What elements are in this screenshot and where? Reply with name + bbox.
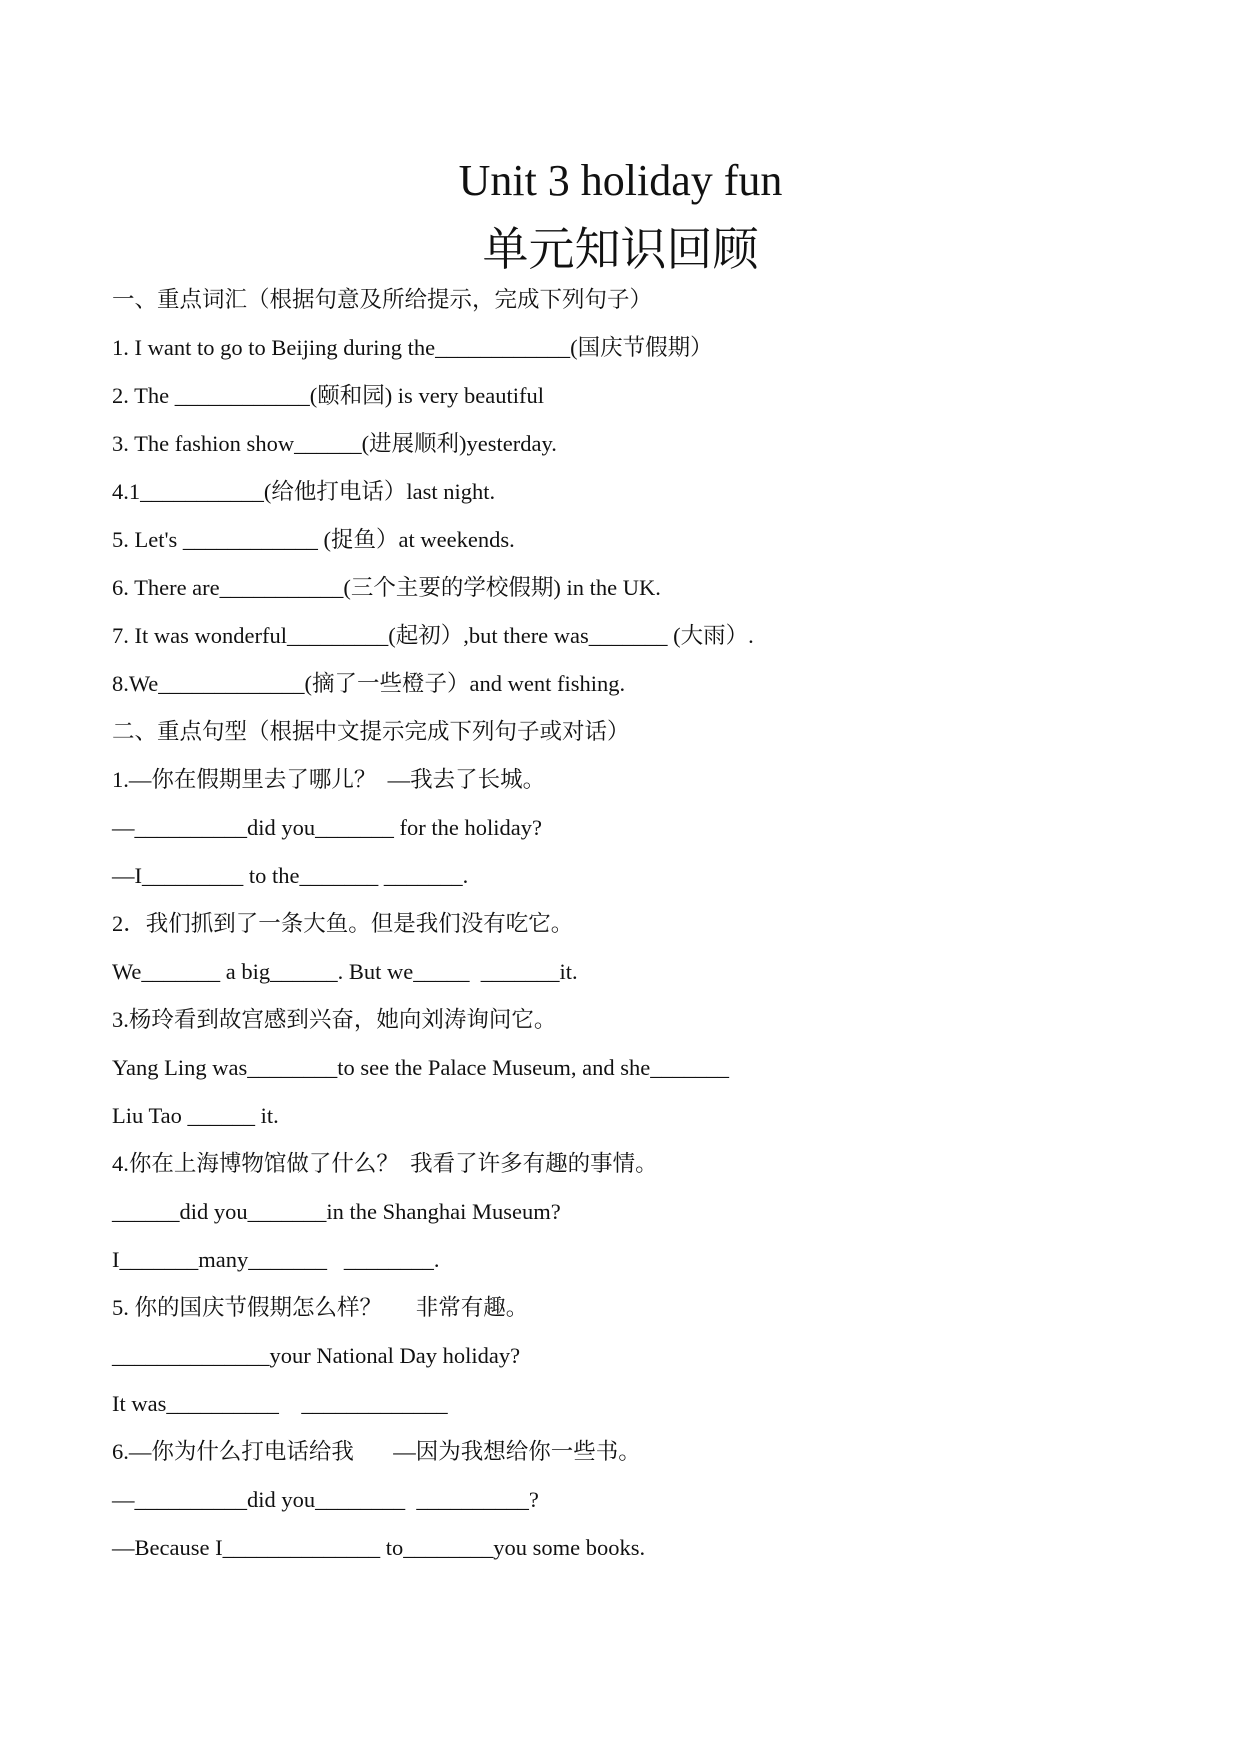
sentence-line: 6.—你为什么打电话给我 —因为我想给你一些书。 [112, 1439, 641, 1464]
sentence-line: It was__________ _____________ [112, 1391, 448, 1416]
page-subtitle: 单元知识回顾 [482, 224, 759, 275]
vocab-item-5: 5. Let's ____________ (捉鱼）at weekends. [112, 527, 515, 552]
vocab-item-3: 3. The fashion show______(进展顺利)yesterday. [112, 431, 557, 456]
sentence-line: —__________did you________ __________? [112, 1487, 539, 1512]
sentence-line: 1.—你在假期里去了哪儿？ —我去了长城。 [112, 767, 546, 792]
vocab-item-7: 7. It was wonderful_________(起初）,but there was_______ (大雨）. [112, 623, 754, 648]
sentence-line: 4.你在上海博物馆做了什么？ 我看了许多有趣的事情。 [112, 1151, 658, 1176]
sentence-line: We_______ a big______. But we_____ _______it. [112, 959, 578, 984]
vocab-item-1: 1. I want to go to Beijing during the____________(国庆节假期） [112, 335, 713, 360]
section1-heading: 一、重点词汇（根据句意及所给提示，完成下列句子） [112, 287, 653, 312]
vocab-item-6: 6. There are___________(三个主要的学校假期) in the UK. [112, 575, 661, 600]
sentence-line: Yang Ling was________to see the Palace Museum, and she_______ [112, 1055, 730, 1080]
page-title: Unit 3 holiday fun [458, 156, 783, 205]
sentence-line: 5. 你的国庆节假期怎么样？ 非常有趣。 [112, 1295, 529, 1320]
sentence-line: Liu Tao ______ it. [112, 1103, 279, 1128]
vocab-item-4: 4.1___________(给他打电话）last night. [112, 479, 496, 504]
sentence-line: ______did you_______in the Shanghai Museum? [112, 1199, 561, 1224]
sentence-line: 2．我们抓到了一条大鱼。但是我们没有吃它。 [112, 911, 574, 936]
sentence-line: 3.杨玲看到故宫感到兴奋，她向刘涛询问它。 [112, 1007, 557, 1032]
sentence-line: ______________your National Day holiday? [112, 1343, 521, 1368]
section2-heading: 二、重点句型（根据中文提示完成下列句子或对话） [112, 719, 630, 744]
vocab-item-2: 2. The ____________(颐和园) is very beautiful [112, 383, 545, 408]
sentence-line: I_______many_______ ________. [112, 1247, 440, 1272]
sentence-line: —Because I______________ to________you some books. [112, 1535, 646, 1560]
vocab-item-8: 8.We_____________(摘了一些橙子）and went fishing. [112, 671, 626, 696]
sentence-line: —I_________ to the_______ _______. [112, 863, 469, 888]
sentence-line: —__________did you_______ for the holiday? [112, 815, 542, 840]
